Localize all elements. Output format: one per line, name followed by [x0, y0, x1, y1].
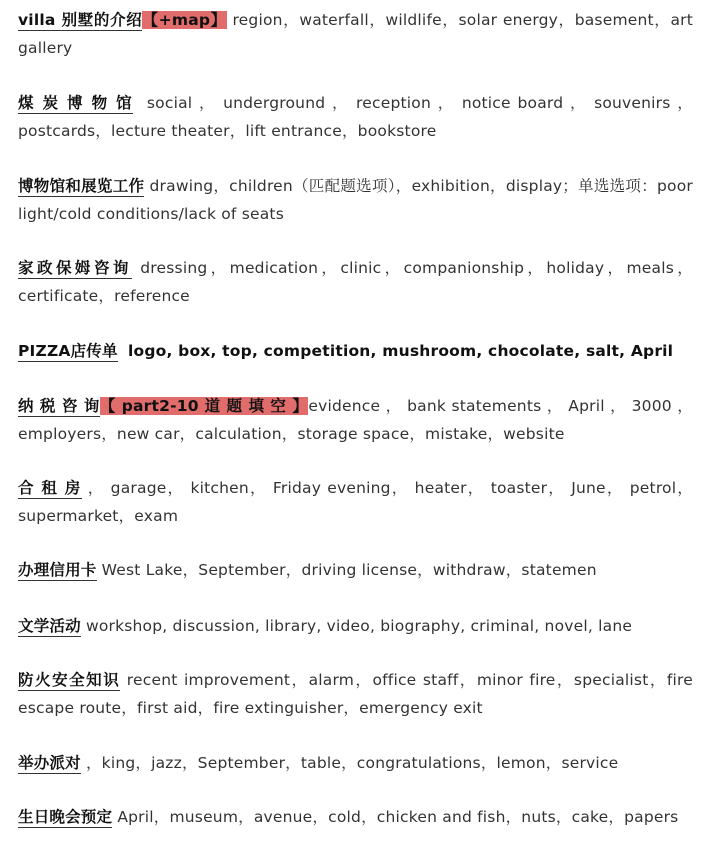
entry-pizza-flyer — [18, 337, 693, 365]
entry-housekeeping — [18, 254, 693, 310]
entry-title: 煤 炭 博 物 馆 — [18, 94, 134, 112]
entry-birthday-booking — [18, 803, 693, 831]
entry-title: 家政保姆咨询 — [18, 259, 132, 277]
keyword-list: April，museum，avenue，cold，chicken and fish，nuts，cake，papers — [117, 808, 679, 826]
entry-title: 防火安全知识 — [18, 671, 121, 689]
keyword-list: West Lake，September，driving license，withdraw，statemen — [101, 561, 597, 579]
keyword-list: evidence ， bank statements ， April ， 3000 ， employers，new car，calculation，storage space，mistake，website — [18, 397, 693, 443]
entry-villa — [18, 6, 693, 62]
highlight-tag: 【+map】 — [142, 11, 227, 29]
highlight-tag: 【 part2-10 道 题 填 空 】 — [99, 397, 309, 415]
entry-tax-consult — [18, 392, 693, 448]
entry-fire-safety — [18, 666, 693, 722]
entry-title: 合 租 房 — [18, 479, 82, 497]
keyword-list: ， garage， kitchen， Friday evening， heater， toaster， June， petrol， supermarket，exam — [18, 479, 693, 525]
keyword-list: recent improvement，alarm，office staff，minor fire，specialist，fire escape route，first aid，fire extinguisher，emergency exit — [18, 671, 693, 717]
keyword-list: social ， underground ， reception ， notice board ， souvenirs ， postcards，lecture theater，lift entrance，bookstore — [18, 94, 693, 140]
entry-credit-card — [18, 556, 693, 584]
entry-literary-activity — [18, 612, 693, 640]
keyword-list: ，king，jazz，September，table，congratulations，lemon，service — [85, 754, 619, 772]
entry-title: 博物馆和展览工作 — [18, 177, 145, 195]
entry-title: villa 别墅的介绍 — [18, 11, 143, 29]
entry-title: 生日晚会预定 — [18, 808, 113, 826]
entry-title: 文学活动 — [18, 617, 81, 635]
entry-shared-rental — [18, 474, 693, 530]
keyword-list: region，waterfall，wildlife，solar energy，basement，art gallery — [18, 11, 693, 57]
keyword-list: logo, box, top, competition, mushroom, chocolate, salt, April — [127, 342, 674, 360]
keyword-list: dressing，medication，clinic，companionship，holiday，meals，certificate，reference — [18, 259, 693, 305]
entry-title: 办理信用卡 — [18, 561, 97, 579]
keyword-list: drawing，children（匹配题选项），exhibition，display；单选选项：poor light/cold conditions/lack of seats — [18, 177, 693, 223]
keyword-list: workshop, discussion, library, video, biography, criminal, novel, lane — [85, 617, 633, 635]
entry-museum-exhibition — [18, 172, 693, 228]
entry-party — [18, 749, 693, 777]
entry-coal-museum — [18, 89, 693, 145]
entry-title: PIZZA店传单 — [18, 342, 118, 360]
entry-title: 纳 税 咨 询 — [18, 397, 100, 415]
entry-title: 举办派对 — [18, 754, 81, 772]
